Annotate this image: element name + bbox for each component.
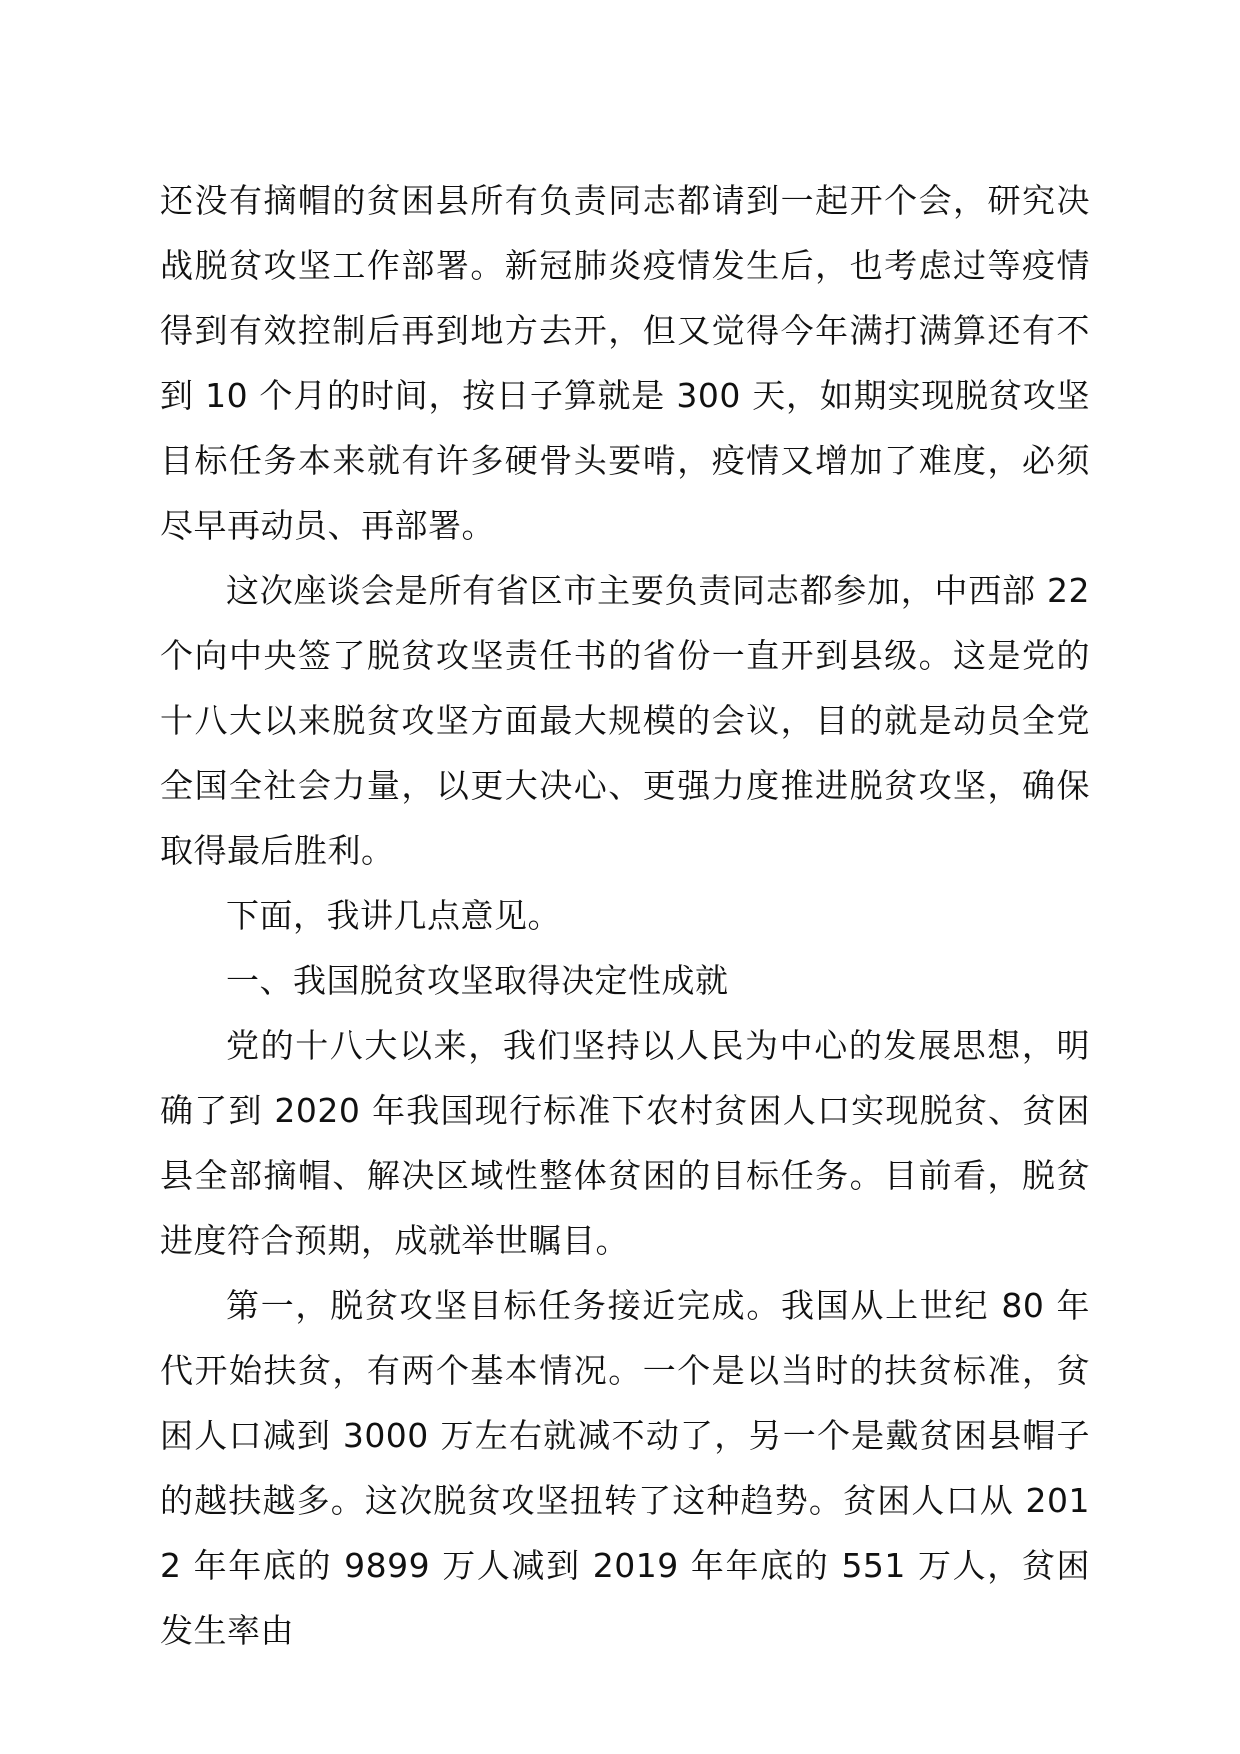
- body-text: [160, 168, 1090, 1663]
- paragraph: 第一，脱贫攻坚目标任务接近完成。我国从上世纪 80 年代开始扶贫，有两个基本情况。一个是以当时的扶贫标准，贫困人口减到 3000 万左右就减不动了，另一个是戴贫困县帽子的越扶越多。这次脱贫攻坚扭转了这种趋势。贫困人口从 2012 年年底的 9899 万人减到 2019 年年底的 551 万人，贫困发生率由: [160, 1286, 1090, 1650]
- paragraph-continued: 还没有摘帽的贫困县所有负责同志都请到一起开个会，研究决战脱贫攻坚工作部署。新冠肺炎疫情发生后，也考虑过等疫情得到有效控制后再到地方去开，但又觉得今年满打满算还有不到 10 个月的时间，按日子算就是 300 天，如期实现脱贫攻坚目标任务本来就有许多硬骨头要啃，疫情又增加了难度，必须尽早再动员、再部署。: [160, 181, 1090, 545]
- section-heading: 一、我国脱贫攻坚取得决定性成就: [226, 961, 729, 1000]
- paragraph: 下面，我讲几点意见。: [226, 896, 561, 935]
- paragraph: 这次座谈会是所有省区市主要负责同志都参加，中西部 22 个向中央签了脱贫攻坚责任书的省份一直开到县级。这是党的十八大以来脱贫攻坚方面最大规模的会议，目的就是动员全党全国全社会力量，以更大决心、更强力度推进脱贫攻坚，确保取得最后胜利。: [160, 571, 1090, 870]
- paragraph: 党的十八大以来，我们坚持以人民为中心的发展思想，明确了到 2020 年我国现行标准下农村贫困人口实现脱贫、贫困县全部摘帽、解决区域性整体贫困的目标任务。目前看，脱贫进度符合预期，成就举世瞩目。: [160, 1026, 1090, 1260]
